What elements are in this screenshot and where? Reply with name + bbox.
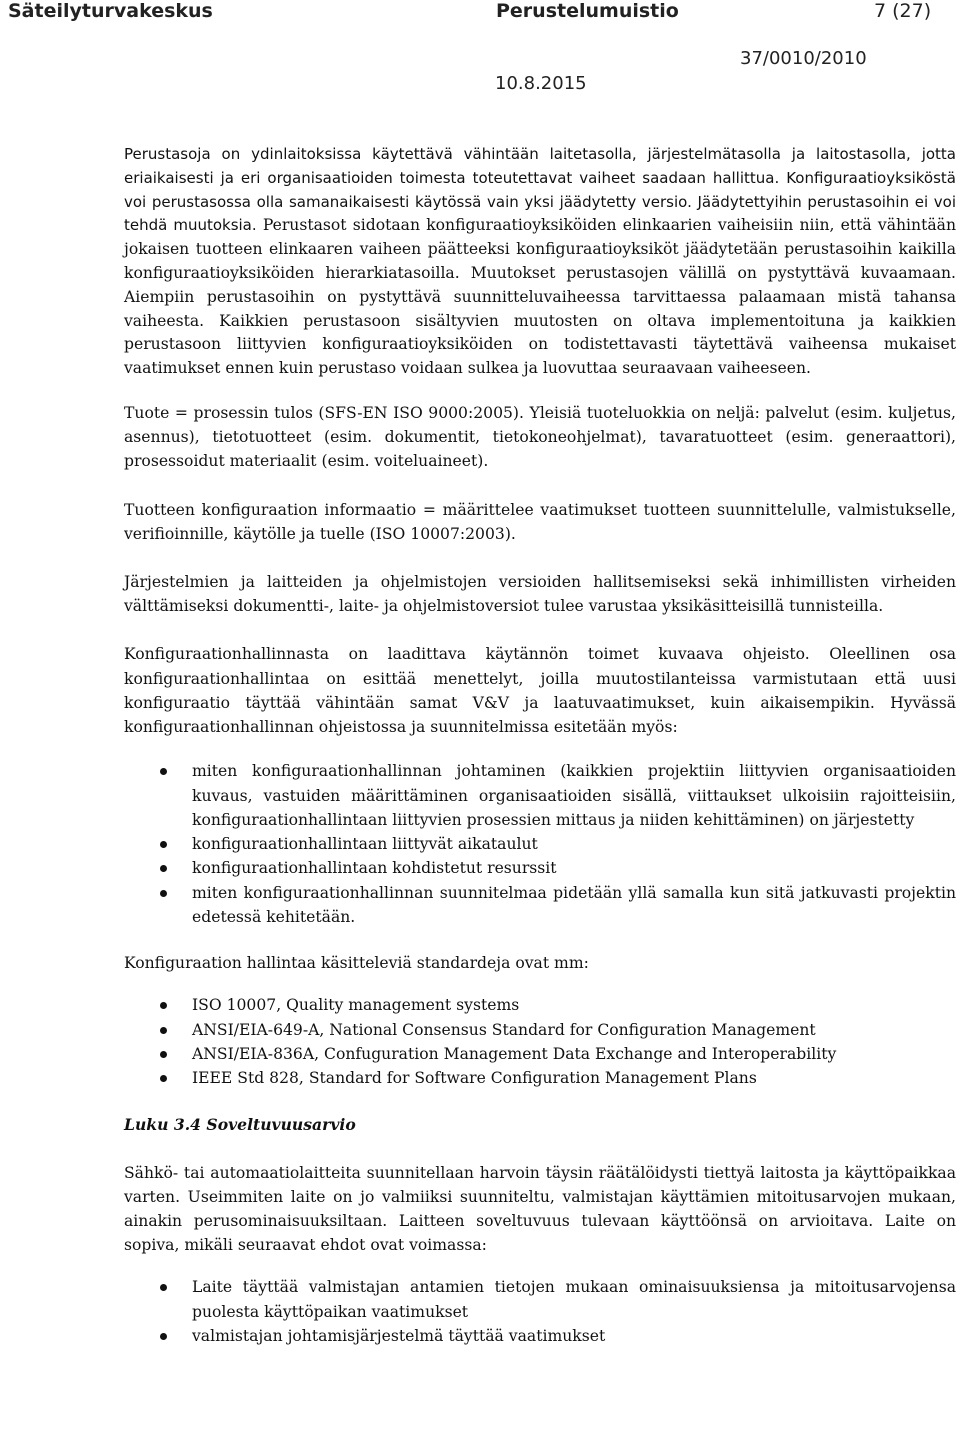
cm-guidelines-list [124, 759, 956, 929]
list-item: ISO 10007, Quality management systems [124, 993, 956, 1017]
list-item: Laite täyttää valmistajan antamien tietojen mukaan ominaisuuksiensa ja mitoitusarvojensa puolesta käyttöpaikan vaatimukset [124, 1275, 956, 1324]
paragraph-cm-guidelines: Konfiguraationhallinnasta on laadittava käytännön toimet kuvaava ohjeisto. Oleellinen osa konfiguraationhallintaa on esittää menettelyt, joilla muutostilanteissa varmistutaan että uusi konfiguraatio täyttää vähintään samat V&V ja laatuvaatimukset, kuin aikaisempikin. Hyvässä konfiguraationhallinnan ohjeistossa ja suunnitelmissa esitetään myös: [124, 645, 956, 736]
paragraph-product-definition: Tuote = prosessin tulos (SFS-EN ISO 9000:2005). Yleisiä tuoteluokkia on neljä: palvelut (esim. kuljetus, asennus), tietotuotteet (esim. dokumentit, tietokoneohjelmat), tavaratuotteet (esim. generaattori), prosessoidut materiaalit (esim. voiteluaineet). [124, 403, 956, 471]
page-header [0, 0, 960, 30]
list-item: ANSI/EIA-649-A, National Consensus Standard for Configuration Management [124, 1018, 956, 1042]
paragraph-baselines-part-a: Perustasoja on ydinlaitoksissa käytettävä vähintään laitetasolla, järjestelmätasolla ja laitostasolla, jotta eriaikaisesti ja eri organisaatioiden toimesta toteutettavat vaiheet saadaan hallittua. Konfiguraatioyksiköstä voi perustasossa olla samanaikaisesti käytössä vain yksi jäädytetty versio. Jäädytettyihin perustasoihin ei voi tehdä muutoksia. [124, 145, 956, 235]
list-item: miten konfiguraationhallinnan johtaminen (kaikkien projektiin liittyvien organisaatioiden kuvaus, vastuiden määrittäminen organisaatioiden sisällä, viittaukset ulkoisiin rajoitteisiin, konfiguraationhallintaan liittyvien prosessien mittaus ja niiden kehittäminen) on järjestetty [124, 759, 956, 832]
paragraph-standards-intro: Konfiguraation hallintaa käsitteleviä standardeja ovat mm: [124, 954, 589, 973]
section-heading: Luku 3.4 Soveltuvuusarvio [124, 1114, 356, 1134]
paragraph-suitability: Sähkö- tai automaatiolaitteita suunnitellaan harvoin täysin räätälöidysti tiettyä laitosta ja käyttöpaikkaa varten. Useimmiten laite on jo valmiiksi suunniteltu, valmistajan käyttämien mitoitusarvojen mukaan, ainakin perusominaisuuksiltaan. Laitteen soveltuvuus tulevaan käyttöönsä on arvioitava. Laite on sopiva, mikäli seuraavat ehdot ovat voimassa: [124, 1163, 956, 1255]
list-item: IEEE Std 828, Standard for Software Configuration Management Plans [124, 1066, 956, 1090]
paragraph-configuration-information: Tuotteen konfiguraation informaatio = määrittelee vaatimukset tuotteen suunnittelulle, valmistukselle, verifioinnille, käytölle ja tuelle (ISO 10007:2003). [124, 500, 956, 543]
list-item: ANSI/EIA-836A, Confuguration Management Data Exchange and Interoperability [124, 1042, 956, 1066]
list-item: konfiguraationhallintaan kohdistetut resurssit [124, 856, 956, 880]
document-type: Perustelumuistio [496, 0, 679, 22]
document-date: 10.8.2015 [495, 73, 587, 94]
paragraph-baselines [124, 143, 956, 381]
paragraph-baselines-part-b: Perustasot sidotaan konfiguraatioyksiköiden elinkaarien vaiheisiin niin, että vähintään jokaisen tuotteen elinkaaren vaiheen päätteeksi konfiguraatioyksiköt jäädytetään perustasoihin kaikilla konfiguraatioyksiköiden hierarkiatasoilla. Muutokset perustasojen välillä on pystyttävä kuvaamaan. Aiempiin perustasoihin on pystyttävä suunnitteluvaiheessa tarvittaessa palaamaan mistä tahansa vaiheesta. Kaikkien perustasoon sisältyvien muutosten on oltava implementoituna ja kaikkien perustasoon liittyvien konfiguraatioyksiköiden on todistettavasti täytettävä vaiheensa mukaiset vaatimukset ennen kuin perustaso voidaan sulkea ja luovuttaa seuraavaan vaiheeseen. [124, 216, 956, 378]
paragraph-version-control: Järjestelmien ja laitteiden ja ohjelmistojen versioiden hallitsemiseksi sekä inhimillisten virheiden välttämiseksi dokumentti-, laite- ja ohjelmistoversiot tulee varustaa yksikäsitteisillä tunnisteilla. [124, 572, 956, 616]
list-item: konfiguraationhallintaan liittyvät aikataulut [124, 832, 956, 856]
list-item: miten konfiguraationhallinnan suunnitelmaa pidetään yllä samalla kun sitä jatkuvasti projektin edetessä kehitetään. [124, 881, 956, 930]
list-item: valmistajan johtamisjärjestelmä täyttää vaatimukset [124, 1324, 956, 1348]
document-number: 37/0010/2010 [740, 48, 867, 69]
suitability-conditions-list [124, 1275, 956, 1348]
page-number: 7 (27) [874, 0, 932, 22]
standards-list [124, 993, 956, 1090]
document-body [124, 143, 956, 1370]
organization-name: Säteilyturvakeskus [8, 0, 213, 22]
